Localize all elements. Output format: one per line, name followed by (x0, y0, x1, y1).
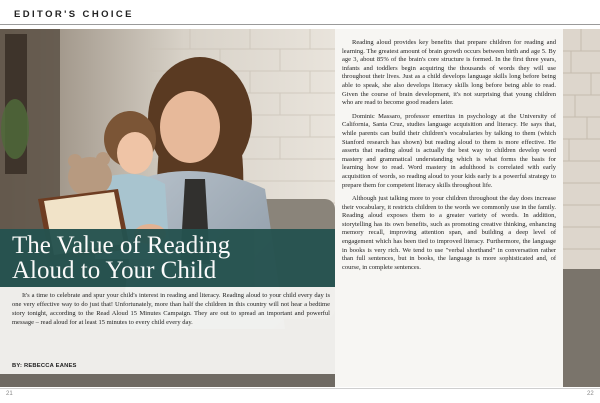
article-body-column (342, 39, 556, 277)
article-intro: It's a time to celebrate and spur your child's interest in reading and literacy. Reading aloud to your child every day is one very effective way to do just that! Unfortunately, more than half the children in this country will not hear a bedtime story tonight, according to the Read Aloud 15 Minutes Campaign. They are out to spread an important and powerful message – read aloud for at least 15 minutes to every child every day. (12, 292, 330, 326)
header-divider (0, 24, 600, 25)
intro-panel (0, 287, 335, 374)
byline: BY: REBECCA EANES (12, 363, 77, 369)
page-number-left: 21 (6, 391, 13, 397)
title-band (0, 229, 335, 287)
article-title-line-2: Aloud to Your Child (12, 257, 217, 284)
brick-wall-image (563, 29, 600, 387)
body-paragraph-2: Dominic Massaro, professor emeritus in psychology at the University of California, Santa Cruz, studies language acquisition and literacy. He says that, while parents can build their children's vocabularies by talking to them (which Stanford research has shown) but reading aloud to them is more effective. He asserts that reading aloud is actually the best way to children develop word mastery and grammatical understanding which is what forms the basis for learning how to read. Word mastery in adulthood is correlated with early acquisition of words, so reading aloud to your kids early is a powerful strategy to prepare them for competent literacy skills throughout life. (342, 112, 556, 189)
photo-right-strip (563, 29, 600, 387)
body-paragraph-1: Reading aloud provides key benefits that prepare children for reading and learning. The greatest amount of brain growth occurs between birth and age 5. By age 3, about 85% of the brain's core structure is formed. In the first three years, infants and toddlers begin acquiring the thousands of words they will use throughout their lives. Just as a child develops language skills long before being able to speak, she also develops literacy skills long before being able to read. Given the course of brain development, it's not surprising that young children who are read to become good readers later. (342, 39, 556, 107)
page-header (0, 0, 600, 26)
body-paragraph-3: Although just talking more to your children throughout the day does increase their vocabulary, it restricts children to the words we commonly use in the family. Reading aloud exposes them to a greater variety of words. In addition, storytelling has its own benefits, such as promoting creative thinking, enhancing memory recall, improving attention span, and building a deep level of engagement which has been tied to improved literacy. Furthermore, the language in books is very rich. We tend to use "verbal shorthand" in conversation rather than full sentences, but in books, the language is more sophisticated and, of course, in complete sentences. (342, 195, 556, 271)
page-number-right: 22 (587, 391, 594, 397)
section-label: EDITOR'S CHOICE (14, 9, 134, 20)
article-title-line-1: The Value of Reading (12, 232, 231, 259)
article-body-panel (335, 29, 563, 387)
footer-divider (0, 388, 600, 389)
